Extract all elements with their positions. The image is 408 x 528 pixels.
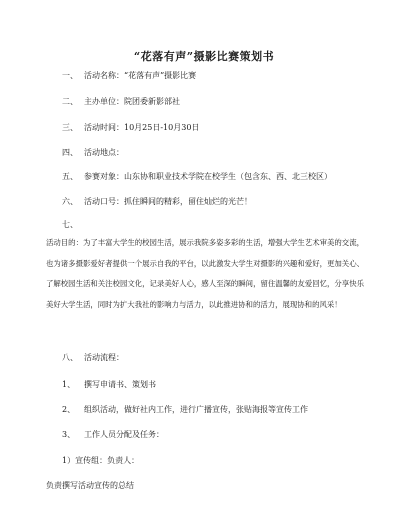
item-process (62, 353, 124, 363)
item-text: 参赛对象：山东协和职业技术学院在校学生（包含东、西、北三校区） (84, 172, 332, 181)
item-organizer (62, 97, 180, 107)
document-title: “花落有声”摄影比赛策划书 (133, 50, 275, 63)
item-activity-name (62, 71, 196, 81)
step-text: 撰写申请书、策划书 (84, 380, 156, 389)
item-number: 一、 (62, 71, 78, 80)
step-2 (62, 405, 308, 415)
step-number: 2、 (62, 405, 76, 414)
item-text: 活动时间：10月25日-10月30日 (84, 123, 200, 132)
item-text: 活动口号：抓住瞬间的精彩，留住灿烂的光芒！ (84, 197, 252, 206)
item-number: 五、 (62, 172, 78, 181)
item-text: 活动流程： (84, 353, 124, 362)
item-participants (62, 172, 332, 182)
item-text: 活动名称：“花落有声”摄影比赛 (84, 71, 197, 80)
item-number: 七、 (62, 220, 78, 229)
item-number: 四、 (62, 148, 78, 157)
step-1 (62, 380, 156, 390)
item-text: 活动地点： (84, 148, 124, 157)
step-3 (62, 430, 164, 440)
sub-item-publicity: 1）宣传组：负责人： (62, 456, 140, 465)
item-number: 六、 (62, 197, 78, 206)
item-number: 八、 (62, 353, 78, 362)
step-number: 3、 (62, 430, 76, 439)
item-number: 二、 (62, 97, 78, 106)
item-time (62, 123, 199, 133)
step-text: 工作人员分配及任务： (84, 430, 164, 439)
item-location (62, 148, 124, 158)
item-number: 三、 (62, 123, 78, 132)
closing-line: 负责撰写活动宣传的总结 (46, 481, 134, 490)
purpose-paragraph: 活动目的：为了丰富大学生的校园生活，展示我院多姿多彩的生活，增强大学生艺术审美的交流，也为诸多摄影爱好者提供一个展示自我的平台，以此激发大学生对摄影的兴趣和爱好，更加关心、了解校园生活和关注校园文化，记录美好人心，感人至深的瞬间，留住温馨的友爱回忆，分享快乐美好大学生活，同时为扩大我社的影响力与活力，以此推进协和的活力，展现协和的风采！ (46, 238, 364, 309)
step-number: 1、 (62, 380, 76, 389)
item-slogan (62, 197, 252, 207)
item-text: 主办单位：院团委新影部社 (84, 97, 180, 106)
step-text: 组织活动，做好社内工作，进行广播宣传，张贴海报等宣传工作 (84, 405, 308, 414)
item-seven (62, 220, 84, 230)
